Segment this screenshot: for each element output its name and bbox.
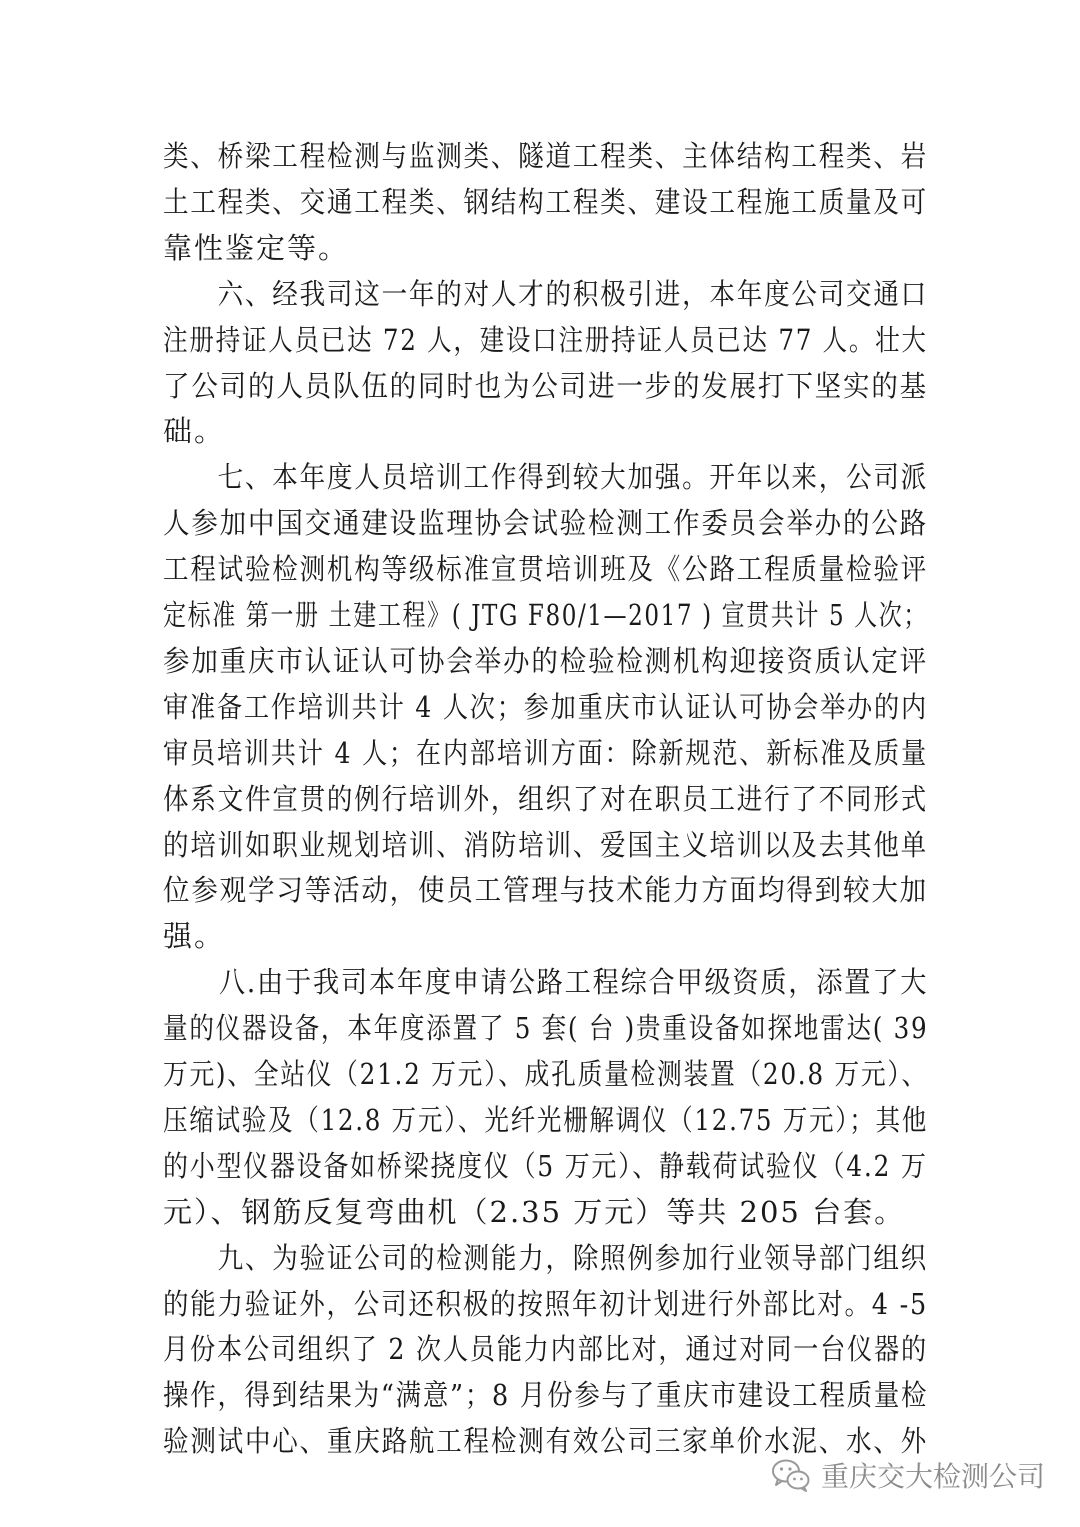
text-line: 六、经我司这一年的对人才的积极引进，本年度公司交通口 [163, 276, 929, 311]
text-line: 操作，得到结果为“满意”；8 月份参与了重庆市建设工程质量检 [163, 1378, 929, 1413]
text-line: 靠性鉴定等。 [163, 230, 350, 265]
text-line: 工程试验检测机构等级标准宣贯培训班及《公路工程质量检验评 [163, 552, 929, 587]
text-line: 位参观学习等活动，使员工管理与技术能力方面均得到较大加 [163, 873, 929, 908]
wechat-icon [771, 1458, 811, 1492]
text-line: 土工程类、交通工程类、钢结构工程类、建设工程施工质量及可 [163, 184, 929, 219]
text-line: 参加重庆市认证认可协会举办的检验检测机构迎接资质认定评 [163, 643, 929, 678]
text-line: 审准备工作培训共计 4 人次；参加重庆市认证认可协会举办的内 [163, 689, 928, 724]
text-line: 量的仪器设备，本年度添置了 5 套( 台 )贵重设备如探地雷达( 39 [163, 1011, 929, 1046]
text-line: 审员培训共计 4 人；在内部培训方面：除新规范、新标准及质量 [163, 735, 928, 770]
text-line: 了公司的人员队伍的同时也为公司进一步的发展打下坚实的基 [163, 368, 929, 403]
text-line: 强。 [163, 919, 226, 954]
text-line: 验测试中心、重庆路航工程检测有效公司三家单价水泥、水、外 [163, 1424, 929, 1459]
watermark-text: 重庆交大检测公司 [820, 1460, 1045, 1493]
text-line: 七、本年度人员培训工作得到较大加强。开年以来，公司派 [163, 460, 929, 495]
text-line: 元）、钢筋反复弯曲机（2.35 万元）等共 205 台套。 [163, 1194, 906, 1229]
text-line: 定标准 第一册 土建工程》( JTG F80/1—2017 ) 宣贯共计 5 人次； [163, 598, 929, 632]
text-line: 类、桥梁工程检测与监测类、隧道工程类、主体结构工程类、岩 [163, 139, 929, 173]
text-line: 月份本公司组织了 2 次人员能力内部比对，通过对同一台仪器的 [163, 1332, 928, 1367]
text-line: 压缩试验及（12.8 万元）、光纤光栅解调仪（12.75 万元）；其他 [163, 1102, 929, 1137]
text-line: 注册持证人员已达 72 人，建设口注册持证人员已达 77 人。壮大 [163, 322, 928, 357]
text-line: 九、为验证公司的检测能力，除照例参加行业领导部门组织 [163, 1240, 929, 1275]
text-line: 的培训如职业规划培训、消防培训、爱国主义培训以及去其他单 [163, 827, 929, 862]
text-line: 础。 [163, 414, 226, 449]
text-line: 体系文件宣贯的例行培训外，组织了对在职员工进行了不同形式 [163, 781, 929, 816]
text-line: 的小型仪器设备如桥梁挠度仪（5 万元）、静载荷试验仪（4.2 万 [163, 1148, 928, 1183]
text-line: 的能力验证外，公司还积极的按照年初计划进行外部比对。4 -5 [163, 1286, 928, 1321]
account-watermark [771, 1453, 1045, 1497]
text-line: 万元)、全站仪（21.2 万元）、成孔质量检测装置（20.8 万元）、 [163, 1057, 928, 1091]
text-line: 人参加中国交通建设监理协会试验检测工作委员会举办的公路 [163, 506, 929, 541]
text-line: 八.由于我司本年度申请公路工程综合甲级资质，添置了大 [163, 965, 929, 1000]
